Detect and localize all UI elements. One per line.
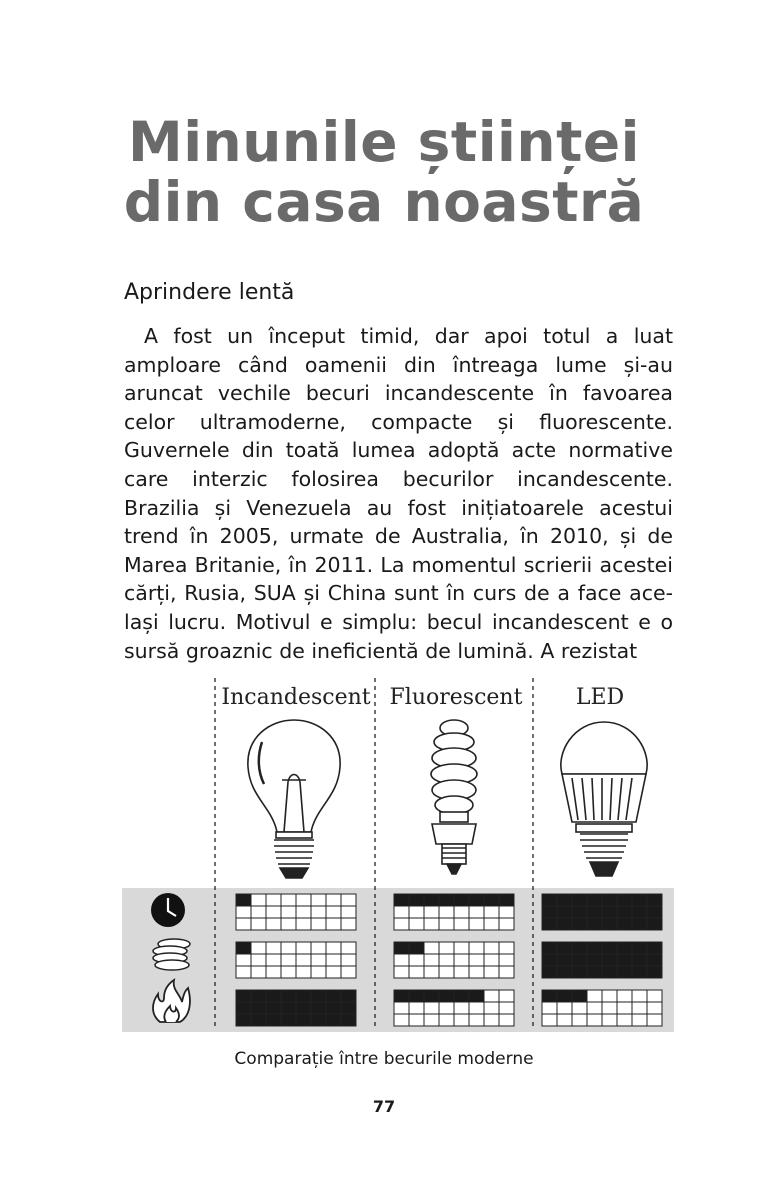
grid-cell: [409, 954, 424, 966]
grid-cell: [632, 1002, 647, 1014]
grid-cell: [394, 918, 409, 930]
grid-cell: [454, 906, 469, 918]
grid-cell: [572, 954, 587, 966]
grid-cell: [326, 1014, 341, 1026]
grid-cell: [499, 954, 514, 966]
grid-cell: [409, 966, 424, 978]
grid-cell: [424, 1002, 439, 1014]
grid-cell: [341, 990, 356, 1002]
grid-cell: [647, 894, 662, 906]
grid-cell: [439, 906, 454, 918]
grid-led-time: [542, 894, 662, 930]
grid-cell: [632, 942, 647, 954]
grid-cell: [617, 918, 632, 930]
grid-cell: [439, 1014, 454, 1026]
grid-fluorescent-time: [394, 894, 514, 930]
grid-cell: [236, 918, 251, 930]
grid-cell: [409, 906, 424, 918]
grid-cell: [266, 1002, 281, 1014]
grid-cell: [617, 966, 632, 978]
grid-cell: [251, 906, 266, 918]
grid-cell: [557, 918, 572, 930]
grid-cell: [439, 966, 454, 978]
grid-led-cost: [542, 942, 662, 978]
grid-cell: [311, 1014, 326, 1026]
grid-cell: [647, 954, 662, 966]
section-heading: Aprindere lentă: [124, 280, 295, 305]
grid-cell: [557, 966, 572, 978]
grid-cell: [587, 894, 602, 906]
grid-incandescent-heat: [236, 990, 356, 1026]
grid-cell: [326, 906, 341, 918]
grid-cell: [439, 1002, 454, 1014]
grid-cell: [424, 954, 439, 966]
grid-cell: [394, 1014, 409, 1026]
grid-cell: [266, 954, 281, 966]
grid-cell: [454, 918, 469, 930]
column-label-fluorescent: Fluorescent: [389, 685, 523, 710]
grid-cell: [587, 906, 602, 918]
grid-cell: [632, 966, 647, 978]
grid-cell: [281, 1002, 296, 1014]
grid-cell: [572, 1014, 587, 1026]
grid-cell: [439, 954, 454, 966]
grid-cell: [469, 1002, 484, 1014]
grid-cell: [647, 1002, 662, 1014]
title-line-2: din casa noastră: [123, 170, 645, 234]
column-label-incandescent: Incandescent: [221, 685, 371, 710]
grid-cell: [281, 954, 296, 966]
grid-cell: [296, 1014, 311, 1026]
grid-incandescent-cost: [236, 942, 356, 978]
grid-cell: [296, 966, 311, 978]
grid-cell: [557, 990, 572, 1002]
grid-cell: [632, 990, 647, 1002]
grid-cell: [499, 990, 514, 1002]
grid-cell: [236, 990, 251, 1002]
grid-cell: [281, 966, 296, 978]
comparison-grids: [236, 894, 662, 1026]
grid-cell: [341, 918, 356, 930]
grid-cell: [587, 954, 602, 966]
grid-cell: [602, 1002, 617, 1014]
grid-cell: [602, 918, 617, 930]
grid-cell: [281, 1014, 296, 1026]
grid-cell: [439, 990, 454, 1002]
grid-cell: [572, 942, 587, 954]
grid-cell: [409, 1014, 424, 1026]
grid-cell: [424, 1014, 439, 1026]
grid-cell: [236, 894, 251, 906]
grid-cell: [409, 894, 424, 906]
grid-cell: [647, 918, 662, 930]
grid-cell: [557, 906, 572, 918]
grid-cell: [542, 954, 557, 966]
body-text: [124, 322, 673, 665]
grid-cell: [587, 990, 602, 1002]
grid-cell: [542, 894, 557, 906]
grid-cell: [499, 906, 514, 918]
grid-cell: [557, 954, 572, 966]
grid-cell: [484, 966, 499, 978]
title-line-1: Minunile științei: [127, 110, 641, 174]
grid-cell: [469, 918, 484, 930]
grid-cell: [587, 918, 602, 930]
grid-cell: [587, 942, 602, 954]
grid-cell: [587, 1002, 602, 1014]
grid-cell: [341, 1002, 356, 1014]
grid-cell: [542, 906, 557, 918]
column-label-led: LED: [575, 685, 625, 710]
grid-cell: [424, 990, 439, 1002]
grid-cell: [557, 1002, 572, 1014]
grid-cell: [236, 1002, 251, 1014]
grid-cell: [326, 990, 341, 1002]
grid-cell: [469, 966, 484, 978]
grid-cell: [394, 1002, 409, 1014]
grid-cell: [499, 894, 514, 906]
grid-cell: [251, 954, 266, 966]
grid-cell: [266, 906, 281, 918]
grid-cell: [236, 1014, 251, 1026]
grid-cell: [647, 942, 662, 954]
grid-cell: [394, 942, 409, 954]
grid-cell: [439, 894, 454, 906]
grid-cell: [311, 990, 326, 1002]
grid-cell: [341, 906, 356, 918]
grid-cell: [602, 906, 617, 918]
grid-cell: [617, 942, 632, 954]
grid-cell: [454, 954, 469, 966]
grid-cell: [647, 990, 662, 1002]
grid-cell: [281, 906, 296, 918]
grid-cell: [632, 906, 647, 918]
grid-cell: [251, 894, 266, 906]
grid-cell: [587, 1014, 602, 1026]
grid-cell: [602, 954, 617, 966]
grid-cell: [484, 894, 499, 906]
grid-cell: [236, 966, 251, 978]
grid-cell: [484, 1002, 499, 1014]
grid-cell: [469, 954, 484, 966]
grid-cell: [587, 966, 602, 978]
grid-cell: [439, 942, 454, 954]
grid-cell: [281, 990, 296, 1002]
grid-cell: [311, 918, 326, 930]
grid-cell: [251, 1014, 266, 1026]
grid-cell: [484, 954, 499, 966]
grid-cell: [602, 894, 617, 906]
grid-cell: [484, 942, 499, 954]
grid-cell: [281, 894, 296, 906]
grid-cell: [311, 906, 326, 918]
grid-cell: [409, 1002, 424, 1014]
grid-cell: [266, 894, 281, 906]
grid-cell: [602, 942, 617, 954]
grid-cell: [632, 1014, 647, 1026]
grid-cell: [454, 966, 469, 978]
grid-cell: [341, 894, 356, 906]
grid-cell: [341, 966, 356, 978]
grid-cell: [236, 906, 251, 918]
grid-cell: [424, 942, 439, 954]
grid-cell: [454, 1014, 469, 1026]
grid-cell: [572, 966, 587, 978]
grid-cell: [542, 990, 557, 1002]
grid-cell: [454, 1002, 469, 1014]
grid-cell: [296, 906, 311, 918]
grid-cell: [602, 966, 617, 978]
grid-cell: [236, 954, 251, 966]
paragraph: A fost un început timid, dar apoi totul a luat amploare când oamenii din întreaga lume și-au aruncat vechile becuri incandescente în favoarea celor ultramoderne, compacte și fluorescente. Guvernele din toată lumea adoptă acte normative care interzic folosirea becurilor incandescente. Brazilia și Venezuela au fost inițiatoarele acestui trend în 2005, urmate de Australia, în 2010, și de Marea Britanie, în 2011. La momentul scrierii acestei cărți, Rusia, SUA și China sunt în curs de a face același lucru. Motivul e simplu: becul incandescent e o sursă groaznic de ineficientă de lumină. A rezistat: [124, 324, 673, 663]
grid-cell: [409, 918, 424, 930]
grid-cell: [281, 918, 296, 930]
grid-cell: [296, 918, 311, 930]
grid-cell: [394, 990, 409, 1002]
grid-cell: [454, 990, 469, 1002]
grid-cell: [311, 1002, 326, 1014]
grid-fluorescent-cost: [394, 942, 514, 978]
grid-cell: [251, 990, 266, 1002]
grid-cell: [266, 942, 281, 954]
grid-cell: [602, 990, 617, 1002]
figure-caption: Comparație între becurile moderne: [234, 1049, 534, 1069]
led-bulb-icon: [561, 722, 647, 876]
grid-cell: [394, 954, 409, 966]
grid-cell: [469, 990, 484, 1002]
grid-cell: [617, 954, 632, 966]
grid-cell: [469, 906, 484, 918]
grid-cell: [542, 1014, 557, 1026]
grid-cell: [326, 894, 341, 906]
grid-cell: [251, 942, 266, 954]
grid-cell: [572, 1002, 587, 1014]
grid-cell: [236, 942, 251, 954]
grid-cell: [409, 942, 424, 954]
grid-cell: [394, 966, 409, 978]
grid-cell: [424, 966, 439, 978]
grid-cell: [341, 942, 356, 954]
grid-cell: [484, 990, 499, 1002]
grid-cell: [572, 906, 587, 918]
grid-cell: [296, 990, 311, 1002]
grid-cell: [484, 906, 499, 918]
grid-cell: [647, 906, 662, 918]
grid-cell: [251, 918, 266, 930]
figure-svg: [122, 672, 674, 1034]
grid-cell: [296, 954, 311, 966]
grid-cell: [557, 894, 572, 906]
grid-incandescent-time: [236, 894, 356, 930]
bulb-comparison-figure: [122, 672, 674, 1034]
grid-cell: [469, 1014, 484, 1026]
grid-cell: [572, 894, 587, 906]
grid-cell: [326, 1002, 341, 1014]
grid-cell: [602, 1014, 617, 1026]
grid-cell: [296, 1002, 311, 1014]
grid-cell: [251, 1002, 266, 1014]
grid-cell: [499, 1002, 514, 1014]
grid-cell: [632, 894, 647, 906]
grid-cell: [484, 918, 499, 930]
grid-fluorescent-heat: [394, 990, 514, 1026]
grid-cell: [394, 906, 409, 918]
grid-cell: [499, 966, 514, 978]
grid-cell: [469, 942, 484, 954]
grid-cell: [617, 894, 632, 906]
grid-cell: [454, 894, 469, 906]
grid-cell: [424, 894, 439, 906]
grid-cell: [326, 966, 341, 978]
grid-cell: [469, 894, 484, 906]
grid-cell: [266, 966, 281, 978]
grid-cell: [647, 966, 662, 978]
grid-cell: [424, 906, 439, 918]
grid-cell: [424, 918, 439, 930]
grid-cell: [617, 1014, 632, 1026]
incandescent-bulb-icon: [248, 720, 340, 878]
grid-cell: [542, 918, 557, 930]
grid-cell: [296, 942, 311, 954]
grid-cell: [499, 1014, 514, 1026]
grid-cell: [341, 954, 356, 966]
grid-cell: [266, 990, 281, 1002]
grid-cell: [409, 990, 424, 1002]
grid-cell: [542, 966, 557, 978]
grid-cell: [499, 918, 514, 930]
fluorescent-bulb-icon: [431, 720, 477, 874]
grid-cell: [647, 1014, 662, 1026]
grid-cell: [617, 990, 632, 1002]
clock-icon: [151, 893, 185, 927]
grid-cell: [326, 954, 341, 966]
grid-cell: [632, 954, 647, 966]
grid-led-heat: [542, 990, 662, 1026]
grid-cell: [281, 942, 296, 954]
grid-cell: [251, 966, 266, 978]
grid-cell: [266, 918, 281, 930]
grid-cell: [311, 894, 326, 906]
grid-cell: [311, 954, 326, 966]
grid-cell: [454, 942, 469, 954]
grid-cell: [499, 942, 514, 954]
grid-cell: [632, 918, 647, 930]
grid-cell: [484, 1014, 499, 1026]
page-title: [0, 112, 768, 232]
grid-cell: [326, 942, 341, 954]
grid-cell: [572, 918, 587, 930]
page-number: 77: [372, 1097, 396, 1116]
grid-cell: [394, 894, 409, 906]
grid-cell: [542, 942, 557, 954]
grid-cell: [542, 1002, 557, 1014]
grid-cell: [341, 1014, 356, 1026]
grid-cell: [296, 894, 311, 906]
grid-cell: [557, 1014, 572, 1026]
grid-cell: [617, 906, 632, 918]
grid-cell: [311, 942, 326, 954]
grid-cell: [311, 966, 326, 978]
grid-cell: [617, 1002, 632, 1014]
grid-cell: [266, 1014, 281, 1026]
grid-cell: [557, 942, 572, 954]
grid-cell: [326, 918, 341, 930]
grid-cell: [439, 918, 454, 930]
grid-cell: [572, 990, 587, 1002]
